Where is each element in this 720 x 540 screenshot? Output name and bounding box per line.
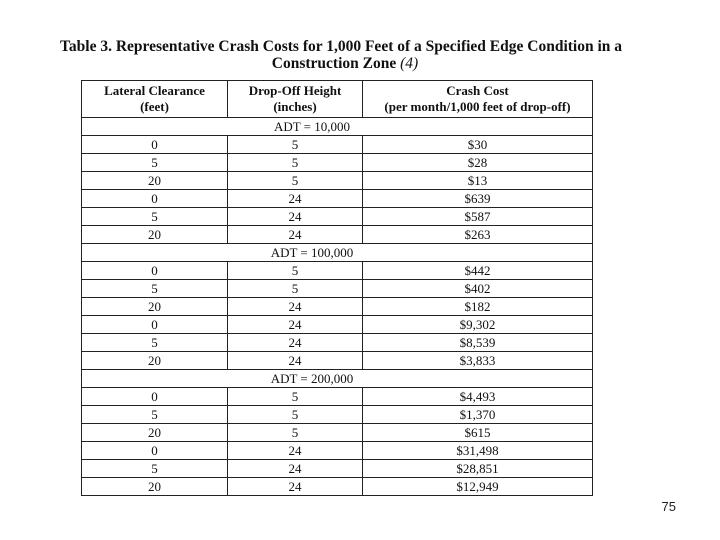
drop-off-height-cell: 5 — [228, 172, 363, 190]
group-header-row — [82, 244, 593, 262]
lateral-clearance-cell: 0 — [82, 442, 228, 460]
drop-off-height-cell: 24 — [228, 478, 363, 496]
lateral-clearance-cell: 5 — [82, 154, 228, 172]
drop-off-height-cell: 24 — [228, 316, 363, 334]
table-row — [82, 460, 593, 478]
drop-off-height-cell: 5 — [228, 280, 363, 298]
table-row — [82, 280, 593, 298]
header-lateral-clearance — [82, 81, 228, 118]
lateral-clearance-cell: 0 — [82, 388, 228, 406]
crash-cost-cell: $639 — [363, 190, 593, 208]
crash-cost-cell: $12,949 — [363, 478, 593, 496]
group-header-row — [82, 370, 593, 388]
table-row — [82, 316, 593, 334]
table-row — [82, 136, 593, 154]
caption-line-2 — [60, 55, 640, 72]
table-row — [82, 352, 593, 370]
table-row — [82, 298, 593, 316]
crash-cost-cell: $28,851 — [363, 460, 593, 478]
crash-cost-cell: $9,302 — [363, 316, 593, 334]
crash-cost-cell: $8,539 — [363, 334, 593, 352]
crash-cost-cell: $615 — [363, 424, 593, 442]
table-row — [82, 226, 593, 244]
header-drop-off-height — [228, 81, 363, 118]
caption-line-1: Table 3. Representative Crash Costs for 1,000 Feet of a Specified Edge Condition in a — [60, 38, 623, 55]
drop-off-height-cell: 5 — [228, 388, 363, 406]
lateral-clearance-cell: 0 — [82, 262, 228, 280]
table-row — [82, 172, 593, 190]
header-drop-off-height-line1: Drop-Off Height — [248, 83, 342, 98]
drop-off-height-cell: 24 — [228, 334, 363, 352]
adt-group-label: ADT = 10,000 — [82, 118, 593, 136]
drop-off-height-cell: 5 — [228, 424, 363, 442]
crash-cost-cell: $263 — [363, 226, 593, 244]
header-crash-cost-line2: (per month/1,000 feet of drop-off) — [384, 99, 571, 114]
crash-cost-cell: $28 — [363, 154, 593, 172]
crash-cost-cell: $402 — [363, 280, 593, 298]
crash-cost-cell: $442 — [363, 262, 593, 280]
table-row — [82, 478, 593, 496]
lateral-clearance-cell: 5 — [82, 208, 228, 226]
lateral-clearance-cell: 20 — [82, 478, 228, 496]
drop-off-height-cell: 5 — [228, 262, 363, 280]
lateral-clearance-cell: 5 — [82, 460, 228, 478]
drop-off-height-cell: 5 — [228, 136, 363, 154]
lateral-clearance-cell: 0 — [82, 136, 228, 154]
header-row — [82, 81, 593, 118]
table-row — [82, 334, 593, 352]
table-row — [82, 208, 593, 226]
table-row — [82, 262, 593, 280]
header-drop-off-height-line2: (inches) — [273, 99, 317, 114]
crash-cost-cell: $4,493 — [363, 388, 593, 406]
lateral-clearance-cell: 5 — [82, 334, 228, 352]
drop-off-height-cell: 24 — [228, 442, 363, 460]
drop-off-height-cell: 24 — [228, 352, 363, 370]
table-row — [82, 406, 593, 424]
table-row — [82, 442, 593, 460]
header-lateral-clearance-line1: Lateral Clearance — [104, 83, 205, 98]
crash-cost-cell: $31,498 — [363, 442, 593, 460]
table-row — [82, 424, 593, 442]
group-header-row — [82, 118, 593, 136]
table-body — [82, 118, 593, 496]
drop-off-height-cell: 24 — [228, 460, 363, 478]
crash-cost-cell: $3,833 — [363, 352, 593, 370]
drop-off-height-cell: 24 — [228, 226, 363, 244]
table-row — [82, 190, 593, 208]
caption-line-2-text: Construction Zone — [271, 55, 397, 72]
header-crash-cost — [363, 81, 593, 118]
lateral-clearance-cell: 20 — [82, 226, 228, 244]
lateral-clearance-cell: 5 — [82, 406, 228, 424]
drop-off-height-cell: 24 — [228, 208, 363, 226]
drop-off-height-cell: 24 — [228, 190, 363, 208]
lateral-clearance-cell: 5 — [82, 280, 228, 298]
lateral-clearance-cell: 0 — [82, 316, 228, 334]
crash-cost-cell: $30 — [363, 136, 593, 154]
crash-cost-table — [81, 80, 593, 496]
table-caption — [60, 38, 640, 72]
crash-cost-cell: $587 — [363, 208, 593, 226]
table-header — [82, 81, 593, 118]
table-row — [82, 154, 593, 172]
header-crash-cost-line1: Crash Cost — [446, 83, 509, 98]
table-row — [82, 388, 593, 406]
crash-cost-cell: $182 — [363, 298, 593, 316]
drop-off-height-cell: 5 — [228, 406, 363, 424]
lateral-clearance-cell: 20 — [82, 298, 228, 316]
lateral-clearance-cell: 20 — [82, 352, 228, 370]
lateral-clearance-cell: 0 — [82, 190, 228, 208]
adt-group-label: ADT = 200,000 — [82, 370, 593, 388]
page-number: 75 — [661, 499, 676, 514]
caption-reference: (4) — [400, 55, 419, 72]
adt-group-label: ADT = 100,000 — [82, 244, 593, 262]
lateral-clearance-cell: 20 — [82, 172, 228, 190]
crash-cost-cell: $13 — [363, 172, 593, 190]
drop-off-height-cell: 5 — [228, 154, 363, 172]
lateral-clearance-cell: 20 — [82, 424, 228, 442]
drop-off-height-cell: 24 — [228, 298, 363, 316]
header-lateral-clearance-line2: (feet) — [140, 99, 169, 114]
crash-cost-cell: $1,370 — [363, 406, 593, 424]
